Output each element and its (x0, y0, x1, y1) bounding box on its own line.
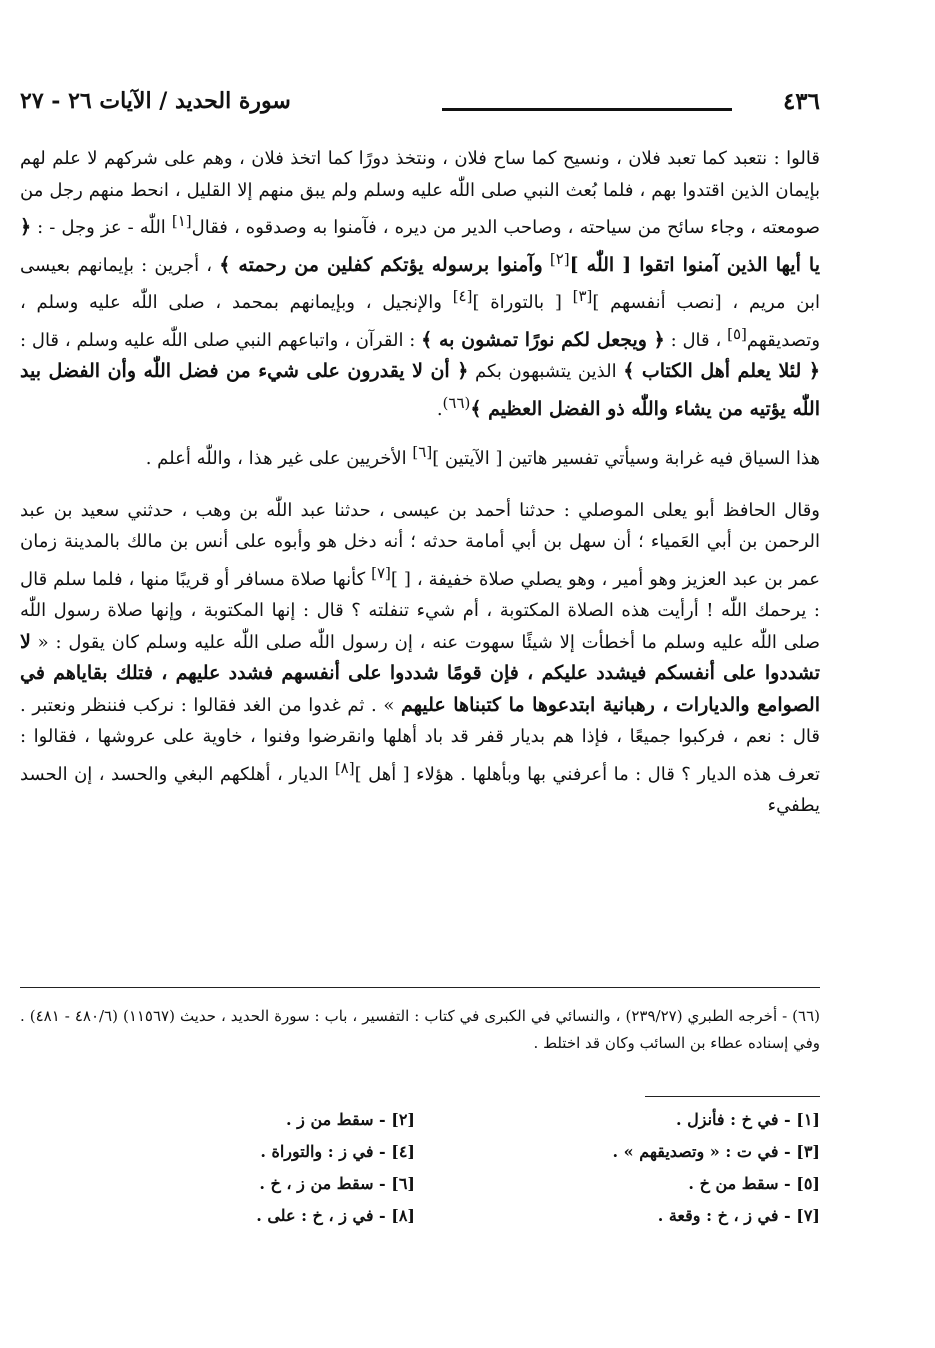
main-text (20, 143, 820, 822)
footnote-divider (20, 987, 820, 988)
variant-note: [٦] - سقط من ز ، خ . (259, 1174, 415, 1193)
variant-row (220, 1206, 820, 1238)
variants-divider (645, 1096, 820, 1097)
quran-verse: ﴿ يا أيها الذين آمنوا اتقوا [ اللّٰه ] (20, 216, 820, 276)
note-ref: [٤] (452, 287, 473, 305)
variant-note: [٧] - في ز ، خ : وقعة . (657, 1206, 820, 1225)
quran-verse: ﴿ لئلا يعلم أهل الكتاب ﴾ (623, 360, 820, 382)
note-ref: [٨] (334, 758, 355, 777)
variant-note: [٤] - في ز : والتوراة . (260, 1142, 415, 1161)
variant-note: [٨] - في ز ، خ : على . (256, 1206, 415, 1225)
variant-row (220, 1142, 820, 1174)
paragraph-1: قالوا : نتعبد كما تعبد فلان ، ونسيح كما ساح فلان ، ونتخذ دورًا كما اتخذ فلان ، وهم على شركهم لا علم لهم بإيمان الذين اقتدوا بهم ، فلما بُعث النبي صلى اللّٰه عليه وسلم ولم يبق منهم إلا القليل ، انحط منهم رجل من صومعته ، وجاء سائح من سياحته ، وصاحب الدير من ديره ، فآمنوا به وصدقوه ، فقال[١] اللّٰه - عز وجل - : ﴿ يا أيها الذين آمنوا اتقوا [ اللّٰه ][٢] وآمنوا برسوله يؤتكم كفلين من رحمته ﴾ ، أجرين : بإيمانهم بعيسى ابن مريم ، [نصب أنفسهم ][٣] [ بالتوراة ][٤] والإنجيل ، وبإيمانهم بمحمد ، صلى اللّٰه عليه وسلم ، وتصديقهم[٥] ، قال : ﴿ ويجعل لكم نورًا تمشون به ﴾ : القرآن ، واتباعهم النبي صلى اللّٰه عليه وسلم ، قال : ﴿ لئلا يعلم أهل الكتاب ﴾ الذين يتشبهون بكم ﴿ أن لا يقدرون على شيء من فضل اللّٰه وأن الفضل بيد اللّٰه يؤتيه من يشاء واللّٰه ذو الفضل العظيم ﴾$^{(٦٦)}$. (20, 148, 821, 420)
note-ref: [٥] (727, 324, 747, 343)
variant-note: [٢] - سقط من ز . (286, 1110, 415, 1129)
running-title: سورة الحديد / الآيات ٢٦ - ٢٧ (20, 88, 291, 114)
footnote-66: (٦٦) - أخرجه الطبري (٢٣٩/٢٧) ، والنسائي في الكبرى في كتاب : التفسير ، باب : سورة الحديد ، حديث (١١٥٦٧) (٤٨٠/٦ - ٤٨١) . وفي إسناده عطاء بن السائب وكان قد اختلط . (20, 1007, 821, 1052)
paragraph-gap (20, 475, 820, 495)
note-ref: [٧] (371, 563, 391, 582)
page-header (20, 88, 820, 122)
manuscript-variants (220, 1110, 820, 1238)
variant-note: [٥] - سقط من خ . (688, 1174, 820, 1193)
note-ref: [٦] (412, 443, 433, 461)
quran-verse: وآمنوا برسوله يؤتكم كفلين من رحمته ﴾ (219, 253, 543, 276)
page-number: ٤٣٦ (782, 88, 820, 115)
hadith-quote: لا تشددوا على أنفسكم فيشدد عليكم ، فإن قومًا شددوا على أنفسهم فشدد عليهم ، فتلك بقاياهم في الصوامع والديارات ، رهبانية ابتدعوها ما كتبناها عليهم (20, 630, 821, 716)
variant-row (220, 1110, 820, 1142)
note-ref: [٢] (549, 249, 570, 268)
note-ref: [٣] (572, 287, 593, 305)
variant-row (220, 1174, 820, 1206)
footnote-ref: (٦٦) (442, 393, 471, 412)
quran-verse: ﴿ أن لا يقدرون على شيء من فضل اللّٰه وأن الفضل بيد اللّٰه يؤتيه من يشاء واللّٰه ذو الفضل العظيم ﴾ (20, 360, 820, 420)
header-rule (442, 108, 732, 111)
paragraph-gap (20, 425, 820, 437)
quran-verse: ﴿ ويجعل لكم نورًا تمشون به ﴾ (421, 328, 665, 351)
paragraph-3: وقال الحافظ أبو يعلى الموصلي : حدثنا أحمد بن عيسى ، حدثنا عبد اللّٰه بن وهب ، حدثني سعيد بن عبد الرحمن بن أبي العَمياء ؛ أن سهل بن أبي أمامة حدثه ؛ أنه دخل هو وأبوه على أنس بن مالك بالمدينة زمان عمر بن عبد العزيز وهو أمير ، وهو يصلي صلاة خفيفة ، [ ][٧] كأنها صلاة مسافر أو قريبًا منها ، فلما سلم قال : يرحمك اللّٰه ! أرأيت هذه الصلاة المكتوبة ، أم شيء تنفلته ؟ قال : إنها المكتوبة ، وإنها صلاة رسول اللّٰه صلى اللّٰه عليه وسلم ما أخطأت إلا شيئًا سهوت عنه ، إن رسول اللّٰه صلى اللّٰه عليه وسلم كان يقول : « لا تشددوا على أنفسكم فيشدد عليكم ، فإن قومًا شددوا على أنفسهم فشدد عليهم ، فتلك بقاياهم في الصوامع والديارات ، رهبانية ابتدعوها ما كتبناها عليهم » . ثم غدوا من الغد فقالوا : نركب فننظر ونعتبر . قال : نعم ، فركبوا جميعًا ، فإذا هم بديار قفر قد باد أهلها وانقرضوا وفنوا ، خاوية على عروشها ، فقالوا : تعرف هذه الديار ؟ قال : ما أعرفني بها وبأهلها . هؤلاء [ أهل ][٨] الديار ، أهلكهم البغي والحسد ، إن الحسد يطفيء (20, 499, 821, 816)
variant-note: [٣] - في ت : « وتصديقهم » . (612, 1142, 820, 1161)
note-ref: [١] (171, 212, 192, 230)
variant-note: [١] - في خ : فأنزل . (675, 1110, 820, 1129)
paragraph-2: هذا السياق فيه غرابة وسيأتي تفسير هاتين [ الآيتين ][٦] الأخريين على غير هذا ، واللّٰه أعلم . (145, 443, 820, 469)
